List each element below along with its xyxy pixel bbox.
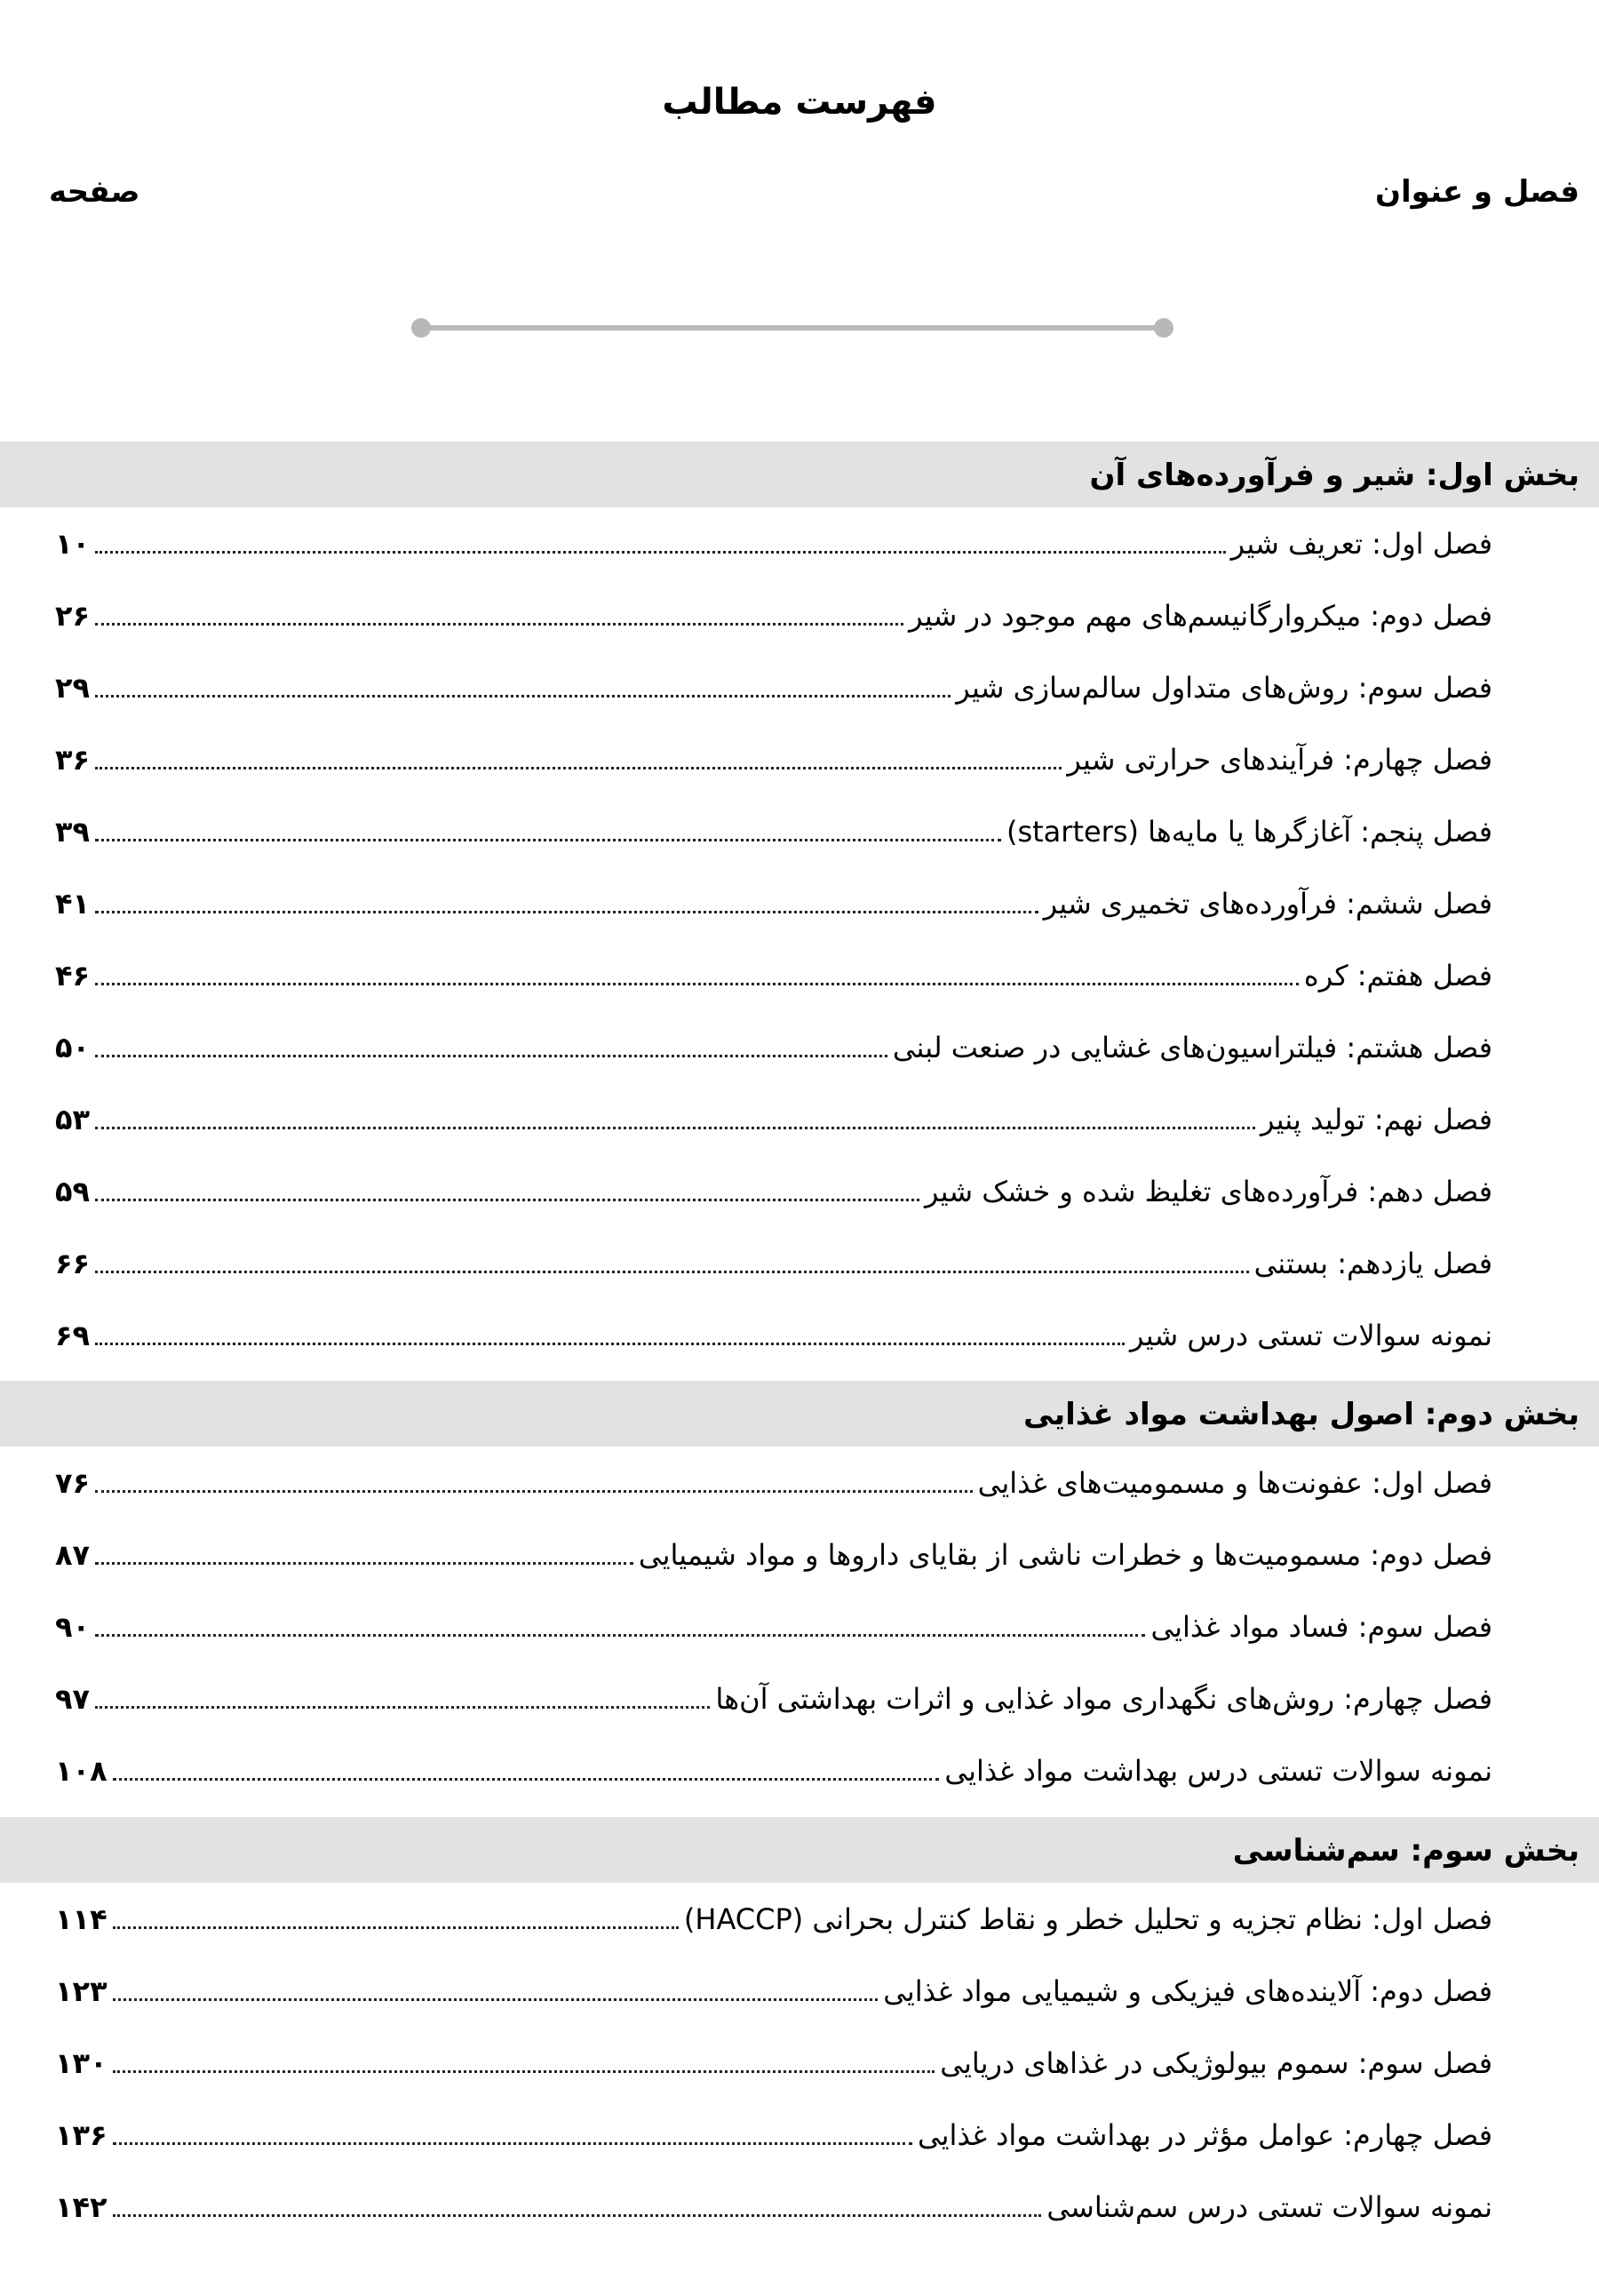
entry-page-number: ۶۹ [55, 1319, 91, 1352]
entry-page-number: ۱۳۶ [55, 2118, 107, 2152]
dot-leader [95, 695, 951, 698]
dot-leader [95, 1490, 973, 1493]
toc-entry[interactable] [0, 1955, 1599, 2027]
dot-leader [113, 1926, 679, 1929]
entry-title: فصل سوم: سموم بیولوژیکی در غذاهای دریایی [940, 2046, 1492, 2080]
entry-page-number: ۵۳ [55, 1103, 91, 1136]
entry-title: فصل دهم: فرآورده‌های تغلیظ شده و خشک شیر [924, 1175, 1492, 1208]
entry-page-number: ۱۰۸ [55, 1754, 107, 1788]
toc-entry[interactable] [0, 939, 1599, 1011]
entry-title: فصل چهارم: عوامل مؤثر در بهداشت مواد غذایی [917, 2118, 1492, 2152]
dot-leader [95, 983, 1299, 985]
entry-page-number: ۸۷ [55, 1538, 91, 1572]
dot-leader [113, 2070, 935, 2073]
toc-entry[interactable] [0, 651, 1599, 723]
entry-title: فصل هفتم: کره [1303, 959, 1492, 993]
entry-title: فصل هشتم: فیلتراسیون‌های غشایی در صنعت لبنی [892, 1031, 1492, 1064]
entry-title: نمونه سوالات تستی درس سم‌شناسی [1046, 2190, 1492, 2224]
entry-page-number: ۷۶ [55, 1466, 91, 1500]
dot-leader [95, 623, 903, 626]
page-title: فهرست مطالب [662, 82, 937, 123]
entry-title: فصل اول: نظام تجزیه و تحلیل خطر و نقاط کنترل بحرانی (HACCP) [683, 1902, 1492, 1936]
toc-entry[interactable] [0, 507, 1599, 579]
divider-line [420, 325, 1165, 331]
entry-page-number: ۱۰ [55, 527, 91, 561]
dot-leader [113, 1778, 940, 1781]
dot-leader [95, 1706, 710, 1709]
dot-leader [113, 2142, 912, 2145]
entry-title: فصل نهم: تولید پنیر [1260, 1103, 1492, 1136]
dot-leader [113, 2214, 1042, 2217]
toc-entry[interactable] [0, 2099, 1599, 2171]
toc-entry[interactable] [0, 1299, 1599, 1371]
dot-leader [95, 1634, 1145, 1637]
toc-entry[interactable] [0, 867, 1599, 939]
entry-page-number: ۳۹ [55, 815, 91, 849]
dot-leader [95, 1343, 1125, 1345]
decorative-divider [411, 316, 1173, 339]
entry-page-number: ۶۶ [55, 1247, 91, 1280]
entry-page-number: ۴۱ [55, 887, 91, 921]
entry-title: فصل یازدهم: بستنی [1253, 1247, 1492, 1280]
toc-entry[interactable] [0, 1011, 1599, 1083]
dot-leader [95, 767, 1062, 769]
entry-title: فصل اول: عفونت‌ها و مسمومیت‌های غذایی [977, 1466, 1492, 1500]
dot-leader [95, 911, 1038, 913]
entry-page-number: ۵۹ [55, 1175, 91, 1208]
entry-page-number: ۲۶ [55, 599, 91, 633]
entry-title: فصل چهارم: روش‌های نگهداری مواد غذایی و اثرات بهداشتی آن‌ها [715, 1682, 1492, 1716]
entry-title: فصل اول: تعریف شیر [1230, 527, 1492, 561]
page-column-header: صفحه [49, 174, 140, 210]
section-heading: بخش سوم: سم‌شناسی [0, 1817, 1599, 1883]
entry-page-number: ۹۷ [55, 1682, 91, 1716]
dot-leader [95, 1199, 919, 1201]
toc-entry[interactable] [0, 2171, 1599, 2243]
dot-leader [95, 1271, 1249, 1273]
section-heading: بخش دوم: اصول بهداشت مواد غذایی [0, 1381, 1599, 1447]
entry-title: فصل دوم: میکروارگانیسم‌های مهم موجود در شیر [909, 599, 1492, 633]
toc-entry[interactable] [0, 1519, 1599, 1590]
toc-entry[interactable] [0, 1662, 1599, 1734]
entry-page-number: ۵۰ [55, 1031, 91, 1064]
dot-leader [95, 839, 1001, 841]
dot-leader [95, 1562, 633, 1565]
toc-entry[interactable] [0, 795, 1599, 867]
divider-dot-left [411, 318, 431, 338]
dot-leader [95, 1127, 1255, 1129]
entry-page-number: ۱۴۲ [55, 2190, 107, 2224]
entry-title: فصل پنجم: آغازگرها یا مایه‌ها (starters) [1006, 815, 1492, 849]
toc-entry[interactable] [0, 2027, 1599, 2099]
divider-dot-right [1154, 318, 1173, 338]
toc-entry[interactable] [0, 1883, 1599, 1955]
section-part-2 [0, 1381, 1599, 1806]
entry-title: فصل چهارم: فرآیندهای حرارتی شیر [1067, 743, 1492, 777]
toc-entry[interactable] [0, 1083, 1599, 1155]
toc-entry[interactable] [0, 1590, 1599, 1662]
entry-page-number: ۳۶ [55, 743, 91, 777]
section-part-1 [0, 442, 1599, 1371]
entry-title: فصل سوم: فساد مواد غذایی [1150, 1610, 1492, 1644]
dot-leader [95, 1055, 887, 1057]
entry-title: نمونه سوالات تستی درس بهداشت مواد غذایی [944, 1754, 1492, 1788]
entry-page-number: ۱۱۴ [55, 1902, 107, 1936]
entry-title: فصل سوم: روش‌های متداول سالم‌سازی شیر [956, 671, 1492, 705]
toc-entry[interactable] [0, 1227, 1599, 1299]
entry-title: فصل دوم: آلاینده‌های فیزیکی و شیمیایی مواد غذایی [883, 1974, 1492, 2008]
toc-entry[interactable] [0, 1155, 1599, 1227]
toc-entry[interactable] [0, 579, 1599, 651]
chapter-title-column-header: فصل و عنوان [1374, 174, 1579, 210]
entry-page-number: ۱۲۳ [55, 1974, 107, 2008]
entry-page-number: ۴۶ [55, 959, 91, 993]
section-part-3 [0, 1817, 1599, 2243]
dot-leader [113, 1998, 879, 2001]
entry-page-number: ۲۹ [55, 671, 91, 705]
section-heading: بخش اول: شیر و فرآورده‌های آن [0, 442, 1599, 507]
entry-title: فصل ششم: فرآورده‌های تخمیری شیر [1043, 887, 1492, 921]
toc-entry[interactable] [0, 1447, 1599, 1519]
entry-page-number: ۱۳۰ [55, 2046, 107, 2080]
toc-entry[interactable] [0, 1734, 1599, 1806]
entry-title: نمونه سوالات تستی درس شیر [1130, 1319, 1492, 1352]
entry-title: فصل دوم: مسمومیت‌ها و خطرات ناشی از بقایای داروها و مواد شیمیایی [638, 1538, 1492, 1572]
entry-page-number: ۹۰ [55, 1610, 91, 1644]
toc-entry[interactable] [0, 723, 1599, 795]
dot-leader [95, 551, 1226, 554]
